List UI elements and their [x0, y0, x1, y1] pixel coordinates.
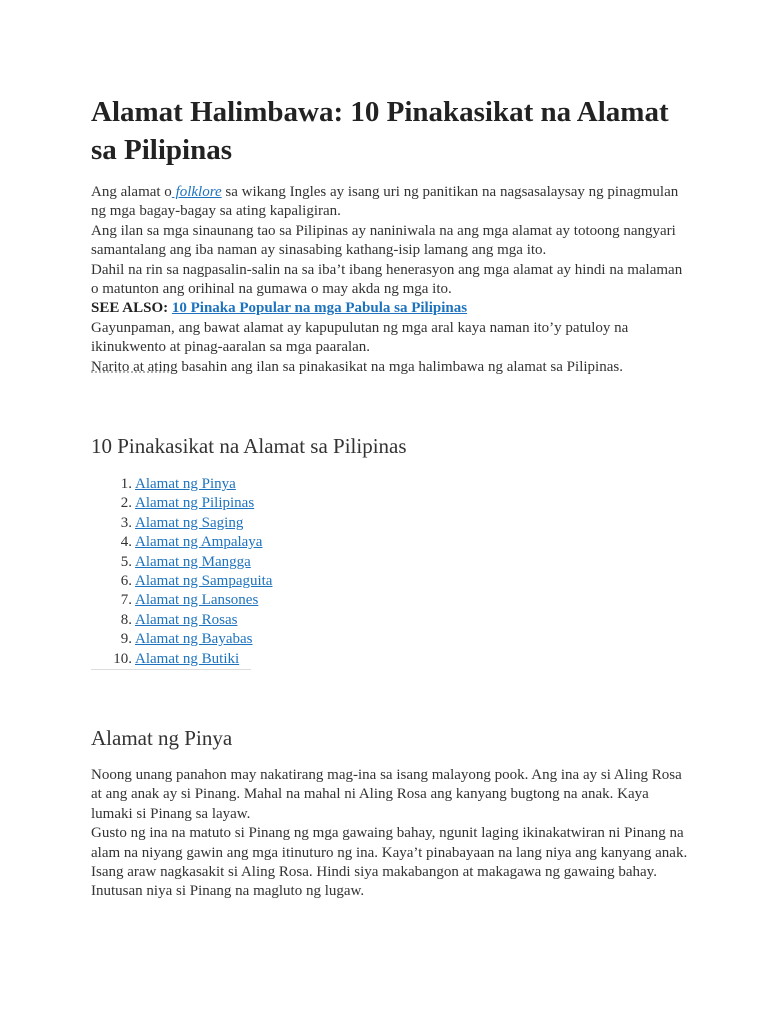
toc-item-number: 10. [113, 650, 132, 667]
toc-item [91, 514, 391, 533]
toc-item-number: 8. [120, 611, 132, 628]
toc-heading: 10 Pinakasikat na Alamat sa Pilipinas [91, 434, 407, 458]
toc-item-number: 6. [120, 572, 132, 589]
toc-item-number: 3. [120, 514, 132, 531]
toc-link-pilipinas[interactable]: Alamat ng Pilipinas [135, 495, 255, 512]
intro-p5-rest: basahin ang ilan sa pinakasikat na mga halimbawa ng alamat sa Pilipinas. [177, 358, 623, 375]
see-also [91, 299, 691, 318]
intro-paragraph-2: Ang ilan sa mga sinaunang tao sa Pilipinas ay naniniwala na ang mga alamat ay totoong nangyari samantalang ang iba naman ay sinasabing kathang-isip lamang ang mga ito. [91, 222, 676, 259]
toc-item [91, 533, 391, 552]
toc-item-number: 7. [120, 592, 132, 609]
toc-link-saging[interactable]: Alamat ng Saging [135, 514, 244, 531]
see-also-link[interactable]: 10 Pinaka Popular na mga Pabula sa Pilipinas [171, 300, 468, 317]
section-paragraph-1: Noong unang panahon may nakatirang mag-ina sa isang malayong pook. Ang ina ay si Aling Rosa at ang anak ay si Pinang. Mahal na mahal ni Aling Rosa ang kanyang bugtong na anak. Kaya lumaki si Pinang sa layaw. [91, 767, 682, 822]
intro-p1-start: Ang alamat o [91, 184, 172, 200]
intro-p5-underlined: Narito at ating [91, 358, 178, 375]
toc-item [91, 553, 391, 572]
see-also-label: SEE ALSO: [91, 300, 169, 317]
intro-paragraph-5 [91, 358, 691, 377]
toc-link-mangga[interactable]: Alamat ng Mangga [135, 553, 251, 570]
toc-item [91, 591, 391, 610]
toc-link-rosas[interactable]: Alamat ng Rosas [135, 611, 238, 628]
toc-link-pinya[interactable]: Alamat ng Pinya [135, 476, 236, 492]
toc-item-number: 4. [120, 534, 132, 551]
toc-link-bayabas[interactable]: Alamat ng Bayabas [135, 631, 253, 648]
toc-link-sampaguita[interactable]: Alamat ng Sampaguita [135, 572, 273, 589]
section-heading: Alamat ng Pinya [91, 726, 233, 750]
toc-item [91, 494, 391, 513]
toc-item [91, 630, 391, 649]
article-title: Alamat Halimbawa: 10 Pinakasikat na Alamat sa Pilipinas [91, 96, 669, 166]
folklore-link[interactable]: folklore [171, 184, 222, 200]
toc-link-butiki[interactable]: Alamat ng Butiki [135, 650, 240, 667]
table-of-contents [91, 475, 391, 669]
toc-link-ampalaya[interactable]: Alamat ng Ampalaya [135, 534, 263, 551]
toc-item-number: 1. [120, 476, 132, 492]
toc-item [91, 475, 391, 494]
intro-paragraph-1 [91, 183, 691, 222]
section-paragraph-3: Isang araw nagkasakit si Aling Rosa. Hindi siya makabangon at makagawa ng gawaing bahay. Inutusan niya si Pinang na magluto ng lugaw. [91, 864, 657, 900]
toc-item [91, 650, 391, 669]
section-paragraph-2: Gusto ng ina na matuto si Pinang ng mga gawaing bahay, ngunit laging ikinakatwiran ni Pinang na alam na niyang gawin ang mga itinuturo ng ina. Kaya’t pinabayaan na lang niya ang kanyang anak. [91, 825, 688, 861]
intro-text [91, 183, 691, 377]
toc-item-number: 5. [120, 553, 132, 570]
toc-item [91, 572, 391, 591]
intro-paragraph-3: Dahil na rin sa nagpasalin-salin na sa iba’t ibang henerasyon ang mga alamat ay hindi na malaman o matunton ang orihinal na gumawa o may akda ng mga ito. [91, 261, 683, 298]
intro-paragraph-4: Gayunpaman, ang bawat alamat ay kapupulutan ng mga aral kaya naman ito’y patuloy na ikinukwento at pinag-aaralan sa mga paaralan. [91, 319, 629, 356]
section-text [91, 766, 691, 902]
toc-divider [91, 669, 251, 670]
toc-link-lansones[interactable]: Alamat ng Lansones [135, 592, 259, 609]
toc-item-number: 9. [120, 631, 132, 648]
intro-p1-end: sa wikang Ingles ay isang uri ng panitikan na nagsasalaysay ng pinagmulan ng mga bagay-bagay sa ating kapaligiran. [91, 184, 679, 220]
toc-item-number: 2. [120, 495, 132, 512]
toc-item [91, 611, 391, 630]
